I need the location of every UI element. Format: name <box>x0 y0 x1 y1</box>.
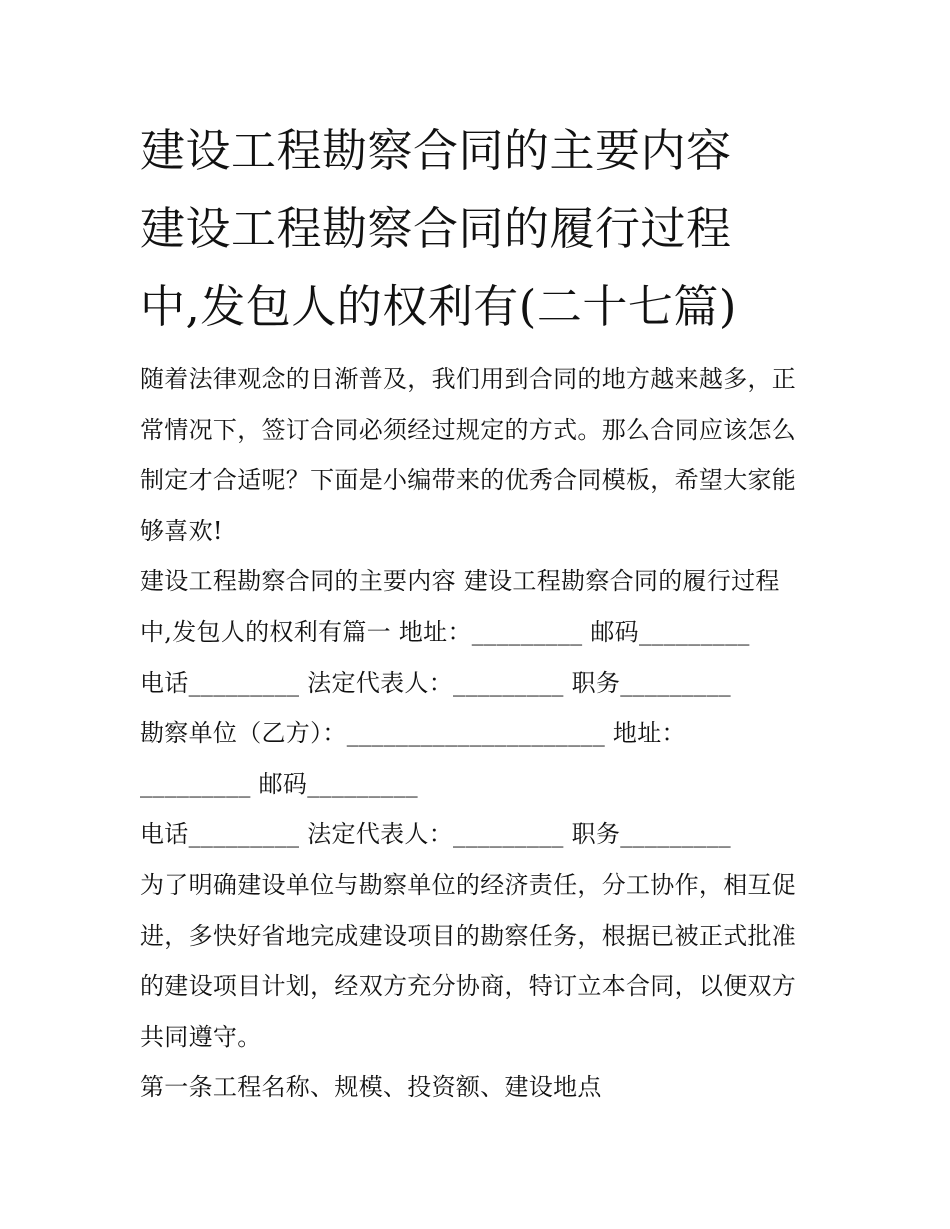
body-line: 勘察单位（乙方）：_____________________ 地址： <box>140 719 686 748</box>
title-line: 建设工程勘察合同的主要内容 <box>140 124 732 177</box>
body-line: 电话_________ 法定代表人：_________ 职务_________ <box>140 668 731 697</box>
document-body <box>140 354 820 1113</box>
body-line: 共同遵守。 <box>140 1022 262 1051</box>
document-content <box>140 112 820 1113</box>
body-line: 电话_________ 法定代表人：_________ 职务_________ <box>140 820 731 849</box>
body-line: 为了明确建设单位与勘察单位的经济责任，分工协作，相互促 <box>140 870 797 899</box>
body-line: 常情况下，签订合同必须经过规定的方式。那么合同应该怎么 <box>140 415 797 444</box>
title-line: 中,发包人的权利有(二十七篇) <box>140 280 737 333</box>
body-line: 中,发包人的权利有篇一 地址：_________ 邮码_________ <box>140 617 750 646</box>
body-line: 第一条工程名称、规模、投资额、建设地点 <box>140 1073 602 1102</box>
body-line: _________ 邮码_________ <box>140 769 418 798</box>
body-line: 够喜欢! <box>140 516 223 545</box>
title-line: 建设工程勘察合同的履行过程 <box>140 202 732 255</box>
body-line: 进，多快好省地完成建设项目的勘察任务，根据已被正式批准 <box>140 921 797 950</box>
body-line: 建设工程勘察合同的主要内容 建设工程勘察合同的履行过程 <box>140 567 780 596</box>
document-title <box>140 112 820 346</box>
body-line: 制定才合适呢？下面是小编带来的优秀合同模板，希望大家能 <box>140 466 797 495</box>
body-line: 的建设项目计划，经双方充分协商，特订立本合同，以便双方 <box>140 972 797 1001</box>
body-line: 随着法律观念的日渐普及，我们用到合同的地方越来越多，正 <box>140 365 797 393</box>
